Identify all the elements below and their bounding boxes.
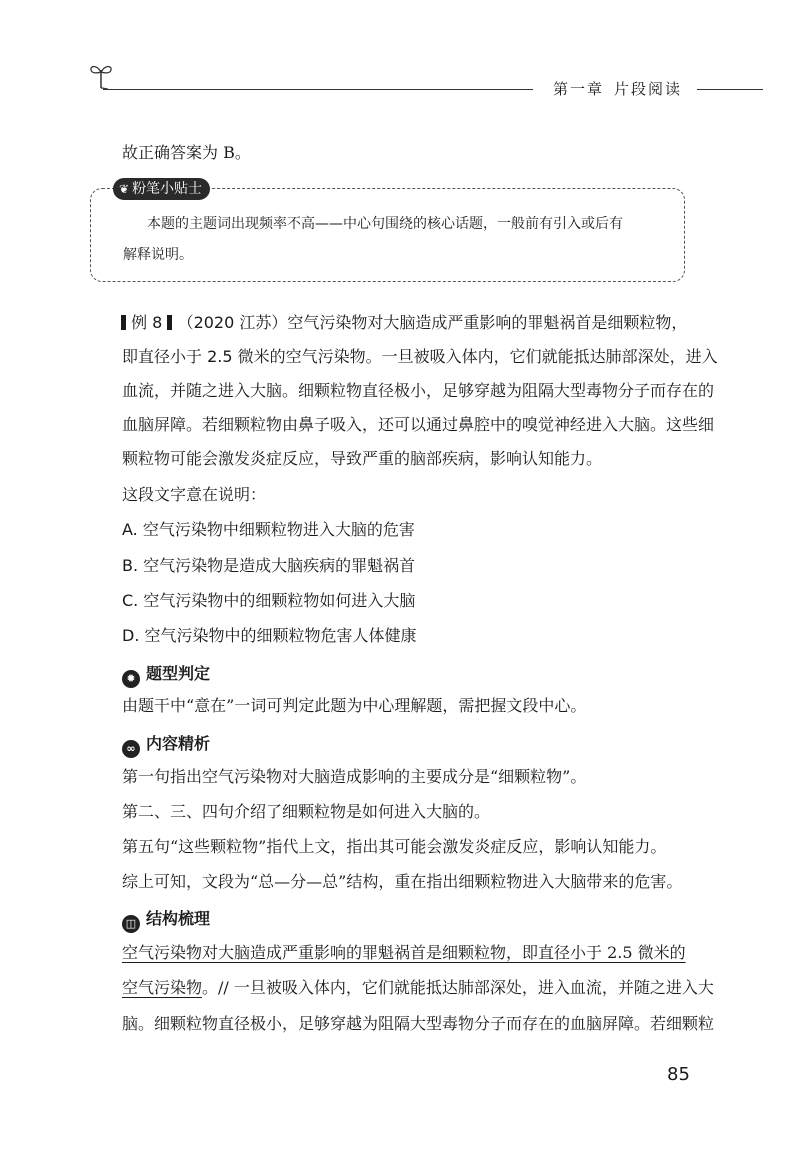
type-judgment-title: 题型判定 — [146, 664, 211, 683]
tip-badge — [113, 178, 210, 200]
example-marker — [167, 315, 172, 330]
example-marker — [121, 315, 126, 330]
link-icon: ∞ — [122, 740, 140, 758]
example-text: 血流，并随之进入大脑。细颗粒物直径极小，足够穿越为阻隔大型毒物分子而存在的 — [122, 381, 715, 400]
example-text: 即直径小于 2.5 微米的空气污染物。一旦被吸入体内，它们就能抵达肺部深处，进入 — [122, 347, 718, 366]
content-analysis-heading — [122, 731, 210, 758]
content-analysis-title: 内容精析 — [146, 734, 211, 753]
analysis-line: 第一句指出空气污染物对大脑造成影响的主要成分是“细颗粒物”。 — [122, 767, 587, 786]
option-a: A. 空气污染物中细颗粒物进入大脑的危害 — [122, 520, 415, 539]
example-label: 例 8 — [131, 313, 163, 332]
tip-box — [90, 188, 685, 282]
tip-badge-label: 粉笔小贴士 — [132, 181, 203, 197]
header-rule-right — [697, 89, 763, 90]
structure-heading — [122, 906, 210, 933]
gear-icon: ✹ — [122, 670, 140, 688]
structure-underlined-segment: 空气污染物 — [122, 978, 203, 997]
section-title: 片段阅读 — [614, 80, 683, 98]
option-b: B. 空气污染物是造成大脑疾病的罪魁祸首 — [122, 556, 416, 575]
example-text: 颗粒物可能会激发炎症反应，导致严重的脑部疾病，影响认知能力。 — [122, 449, 603, 468]
structure-segment: 。// 一旦被吸入体内，它们就能抵达肺部深处，进入血流，并随之进入大 — [202, 978, 714, 997]
tip-text-line: 本题的主题词出现频率不高——中心句围绕的核心话题，一般前有引入或后有 — [147, 216, 623, 232]
chapter-title: 第一章 — [553, 80, 605, 98]
analysis-line: 综上可知，文段为“总—分—总”结构，重在指出细颗粒物进入大脑带来的危害。 — [122, 872, 683, 891]
example-text: 血脑屏障。若细颗粒物由鼻子吸入，还可以通过鼻腔中的嗅觉神经进入大脑。这些细 — [122, 415, 715, 434]
sprout-icon — [88, 58, 114, 90]
type-judgment-text: 由题干中“意在”一词可判定此题为中心理解题，需把握文段中心。 — [122, 696, 587, 715]
example-source: （2020 江苏） — [177, 313, 288, 332]
option-c: C. 空气污染物中的细颗粒物如何进入大脑 — [122, 591, 416, 610]
intro-answer: 故正确答案为 B。 — [122, 143, 251, 162]
example-text: 空气污染物对大脑造成严重影响的罪魁祸首是细颗粒物， — [287, 313, 688, 332]
analysis-line: 第五句“这些颗粒物”指代上文，指出其可能会激发炎症反应，影响认知能力。 — [122, 837, 667, 856]
analysis-line: 第二、三、四句介绍了细颗粒物是如何进入大脑的。 — [122, 802, 491, 821]
option-d: D. 空气污染物中的细颗粒物危害人体健康 — [122, 626, 417, 645]
sprout-icon: ❦ — [119, 182, 130, 196]
structure-icon: ◫ — [122, 915, 140, 933]
structure-line: 脑。细颗粒物直径极小，足够穿越为阻隔大型毒物分子而存在的血脑屏障。若细颗粒 — [122, 1014, 715, 1033]
type-judgment-heading — [122, 661, 210, 688]
structure-title: 结构梳理 — [146, 909, 211, 928]
example-first-line — [121, 312, 687, 334]
structure-line-underlined: 空气污染物对大脑造成严重影响的罪魁祸首是细颗粒物，即直径小于 2.5 微米的 — [122, 943, 686, 962]
header-rule — [103, 89, 533, 90]
tip-text-line: 解释说明。 — [123, 247, 193, 263]
page-number: 85 — [667, 1064, 690, 1085]
question-stem: 这段文字意在说明： — [122, 485, 267, 504]
structure-line — [122, 977, 714, 999]
